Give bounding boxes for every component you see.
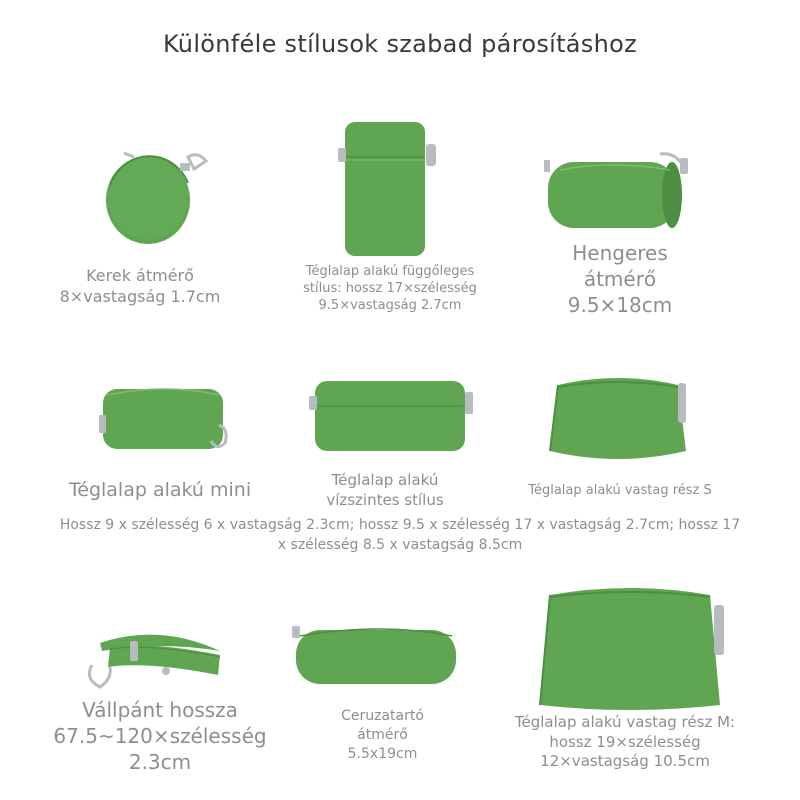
size-note: Hossz 9 x szélesség 6 x vastagság 2.3cm; hossz 9.5 x szélesség 17 x vastagság 2.7cm; hossz 17 x szélesség 8.5 x vastagság 8.5cm <box>59 517 741 553</box>
mini-bag-image <box>95 385 245 465</box>
thick-s-bag-caption: Téglalap alakú vastag rész S <box>528 483 712 498</box>
mini-bag-caption: Téglalap alakú mini <box>68 479 252 501</box>
vertical-bag-caption: Téglalap alakú függőleges stílus: hossz 17×szélesség 9.5×vastagság 2.7cm <box>303 264 477 313</box>
shoulder-strap-image <box>80 625 230 695</box>
pencil-case-caption: Ceruzatartó átmérő 5.5x19cm <box>341 708 424 762</box>
cylinder-bag-image <box>540 150 700 235</box>
thick-m-bag-image <box>530 585 730 710</box>
page-title: Különféle stílusok szabad párosításhoz <box>162 30 638 58</box>
vertical-bag-image <box>330 120 450 260</box>
thick-m-bag-caption: Téglalap alakú vastag rész M: hossz 19×szélesség 12×vastagság 10.5cm <box>514 713 736 770</box>
round-pouch-image <box>100 145 220 250</box>
cylinder-bag-caption: Hengeres átmérő 9.5×18cm <box>567 241 673 317</box>
shoulder-strap-caption: Vállpánt hossza 67.5~120×szélesség 2.3cm <box>53 698 267 774</box>
thick-s-bag-image <box>540 375 700 470</box>
pencil-case-image <box>290 620 470 690</box>
horizontal-bag-caption: Téglalap alakú vízszintes stílus <box>326 471 444 509</box>
round-pouch-caption: Kerek átmérő 8×vastagság 1.7cm <box>59 266 221 306</box>
horizontal-bag-image <box>305 378 485 458</box>
